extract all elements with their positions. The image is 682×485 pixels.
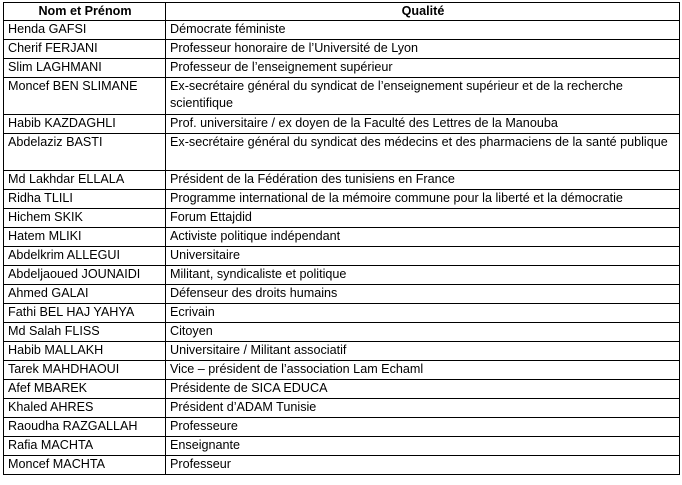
table-row [4,342,680,361]
quality-cell: Ex-secrétaire général du syndicat des médecins et des pharmaciens de la santé publique [166,134,680,171]
name-cell: Moncef BEN SLIMANE [4,78,166,115]
quality-cell: Professeur de l’enseignement supérieur [166,59,680,78]
name-cell: Raoudha RAZGALLAH [4,418,166,437]
name-cell: Hatem MLIKI [4,228,166,247]
header-row [4,3,680,21]
name-cell: Abdelaziz BASTI [4,134,166,171]
column-header-quality: Qualité [166,3,680,21]
table-row [4,304,680,323]
name-cell: Hichem SKIK [4,209,166,228]
name-cell: Afef MBAREK [4,380,166,399]
table-row [4,190,680,209]
table-row [4,134,680,171]
name-cell: Slim LAGHMANI [4,59,166,78]
quality-cell: Programme international de la mémoire commune pour la liberté et la démocratie [166,190,680,209]
name-cell: Md Salah FLISS [4,323,166,342]
table-row [4,78,680,115]
quality-cell: Forum Ettajdid [166,209,680,228]
table-row [4,115,680,134]
name-cell: Cherif FERJANI [4,40,166,59]
name-cell: Moncef MACHTA [4,456,166,475]
name-cell: Md Lakhdar ELLALA [4,171,166,190]
name-cell: Abdeljaoued JOUNAIDI [4,266,166,285]
name-cell: Ridha TLILI [4,190,166,209]
name-cell: Fathi BEL HAJ YAHYA [4,304,166,323]
table-row [4,437,680,456]
table-row [4,285,680,304]
quality-cell: Universitaire / Militant associatif [166,342,680,361]
quality-cell: Démocrate féministe [166,21,680,40]
signatories-table [3,2,680,475]
table-row [4,228,680,247]
quality-cell: Enseignante [166,437,680,456]
table-row [4,40,680,59]
quality-cell: Président d’ADAM Tunisie [166,399,680,418]
name-cell: Khaled AHRES [4,399,166,418]
name-cell: Tarek MAHDHAOUI [4,361,166,380]
quality-cell: Défenseur des droits humains [166,285,680,304]
column-header-name: Nom et Prénom [4,3,166,21]
quality-cell: Professeur [166,456,680,475]
name-cell: Henda GAFSI [4,21,166,40]
name-cell: Habib KAZDAGHLI [4,115,166,134]
quality-cell: Universitaire [166,247,680,266]
quality-cell: Ex-secrétaire général du syndicat de l’enseignement supérieur et de la recherche scientifique [166,78,680,115]
quality-cell: Citoyen [166,323,680,342]
quality-cell: Présidente de SICA EDUCA [166,380,680,399]
table-row [4,361,680,380]
quality-cell: Ecrivain [166,304,680,323]
table-row [4,247,680,266]
table-row [4,323,680,342]
quality-cell: Président de la Fédération des tunisiens en France [166,171,680,190]
table-row [4,456,680,475]
quality-cell: Prof. universitaire / ex doyen de la Faculté des Lettres de la Manouba [166,115,680,134]
quality-cell: Professeur honoraire de l’Université de Lyon [166,40,680,59]
table-row [4,380,680,399]
table-row [4,209,680,228]
name-cell: Rafia MACHTA [4,437,166,456]
quality-cell: Activiste politique indépendant [166,228,680,247]
table-row [4,171,680,190]
quality-cell: Professeure [166,418,680,437]
quality-cell: Vice – président de l’association Lam Echaml [166,361,680,380]
table-row [4,59,680,78]
name-cell: Abdelkrim ALLEGUI [4,247,166,266]
table-row [4,266,680,285]
quality-cell: Militant, syndicaliste et politique [166,266,680,285]
table-row [4,21,680,40]
name-cell: Ahmed GALAI [4,285,166,304]
table-row [4,399,680,418]
name-cell: Habib MALLAKH [4,342,166,361]
table-row [4,418,680,437]
